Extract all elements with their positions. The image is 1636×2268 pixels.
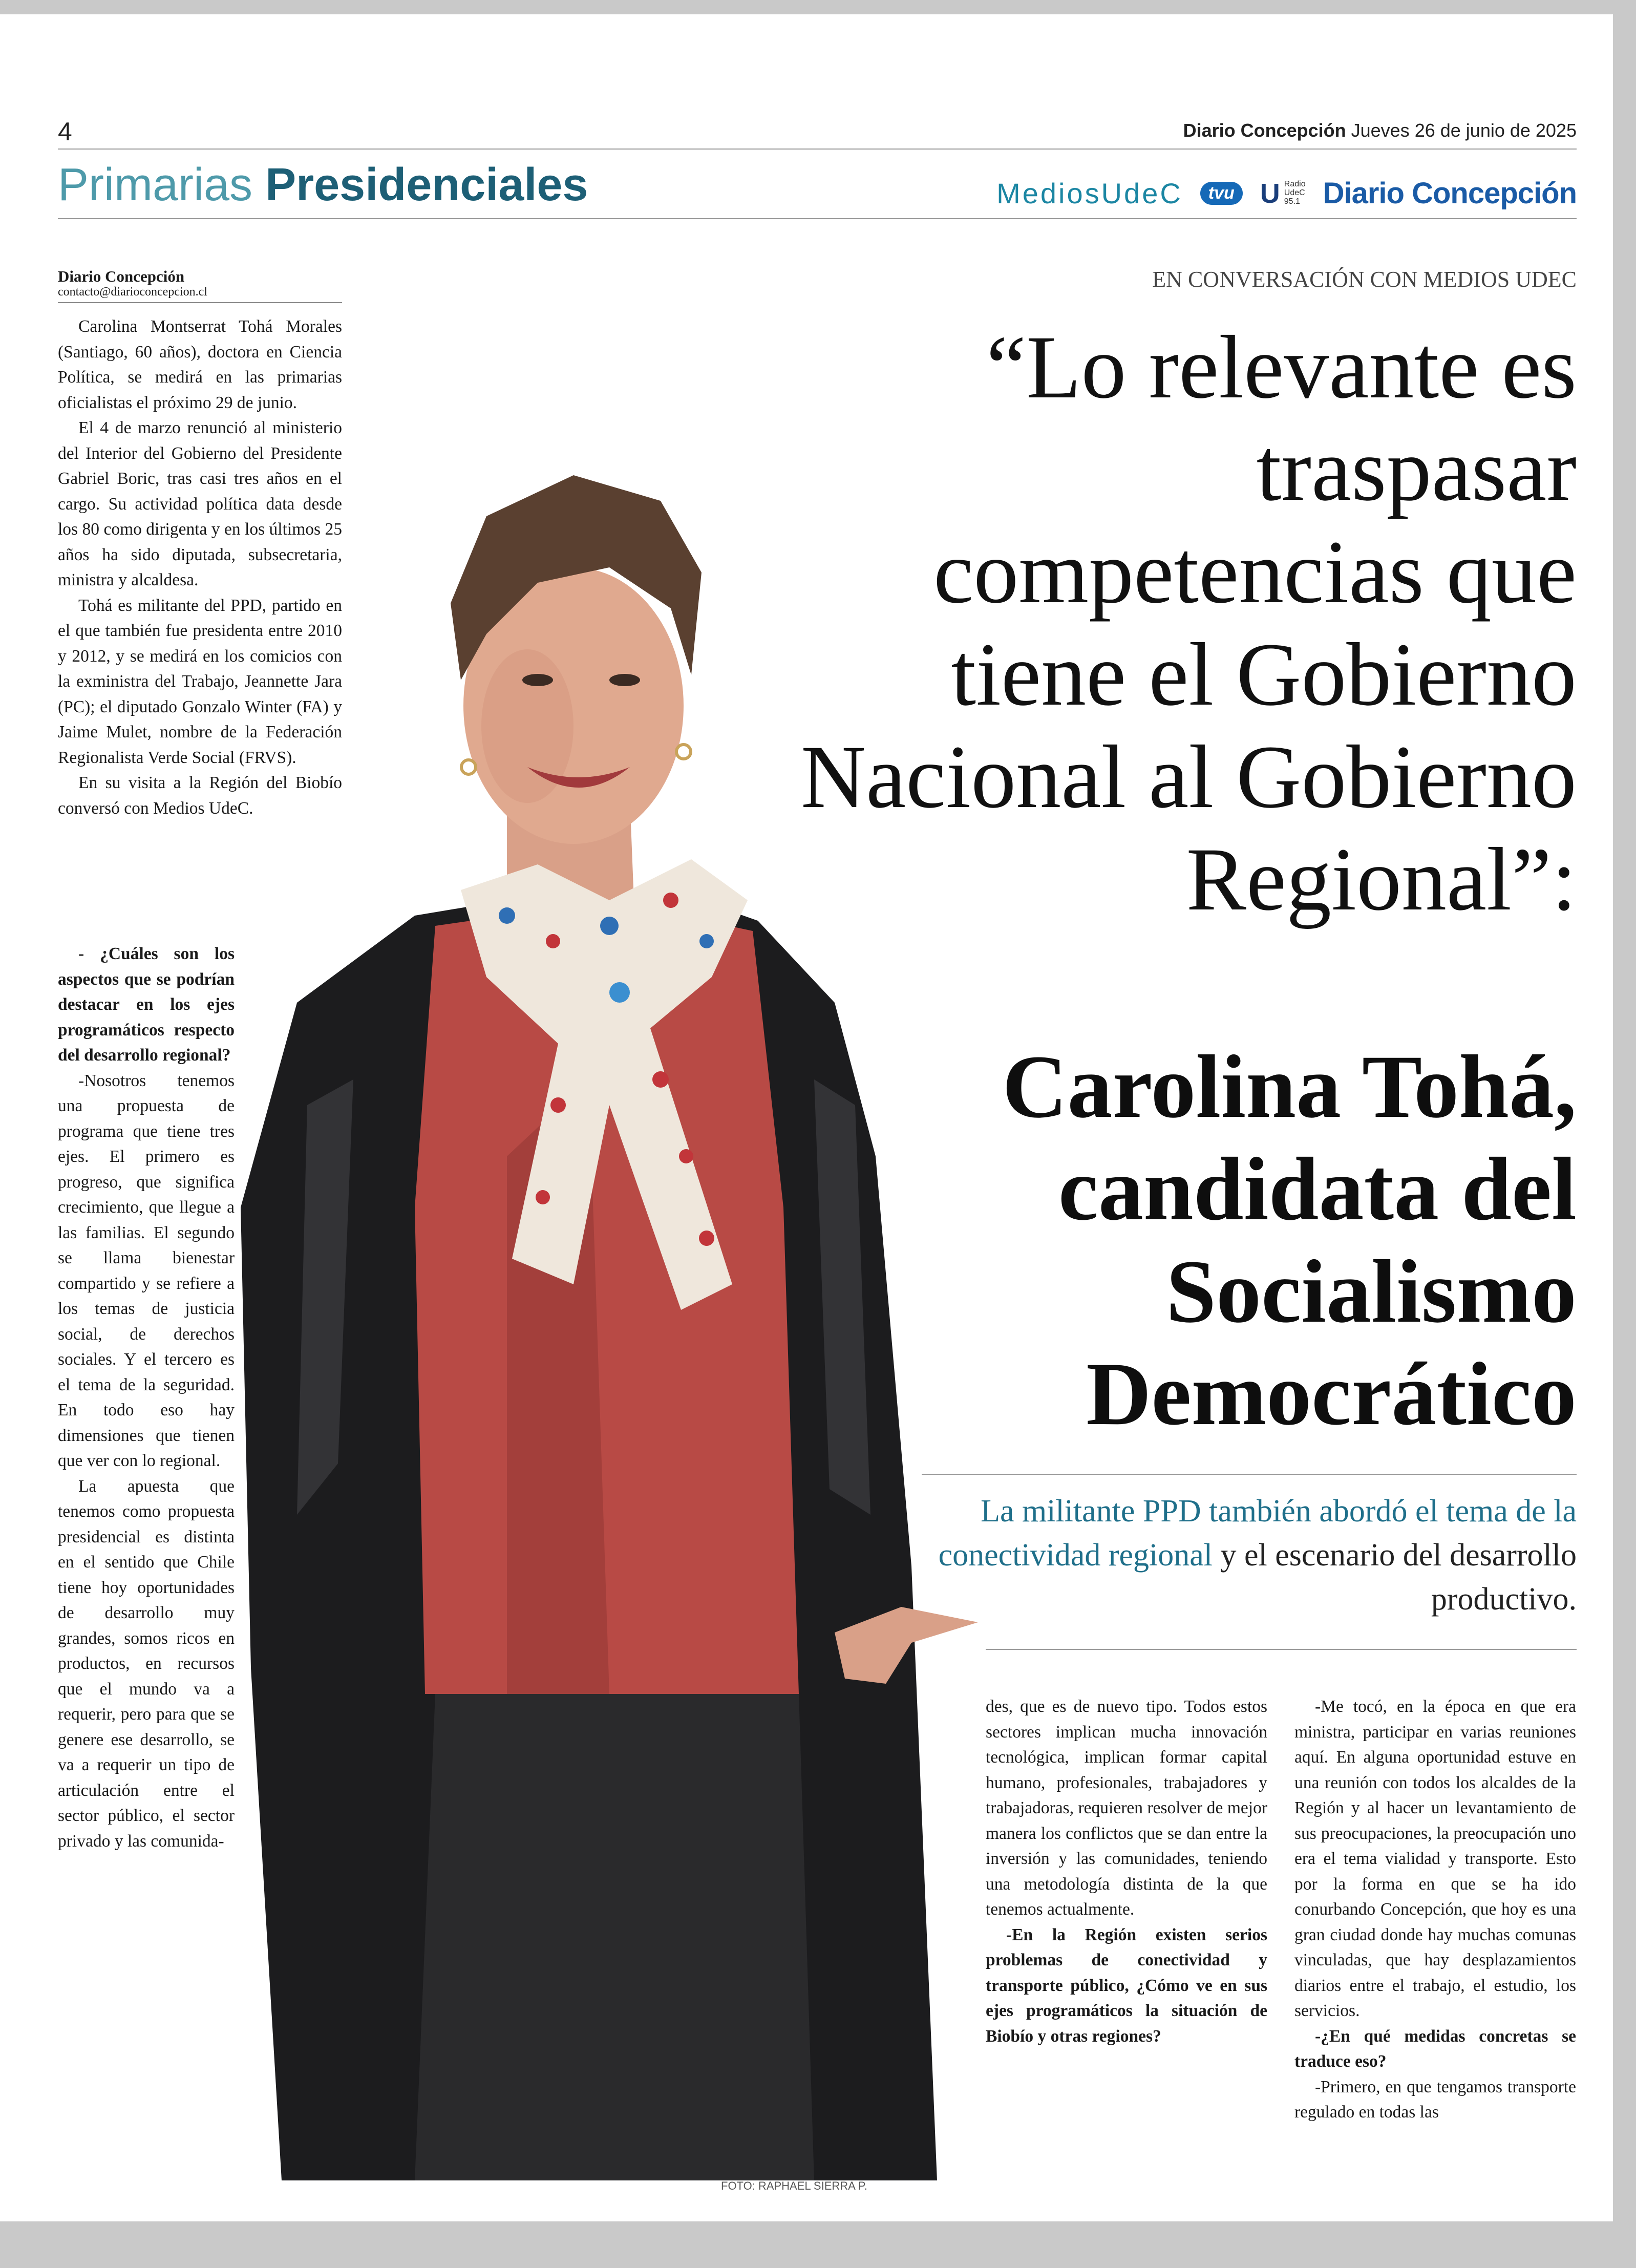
photo-scarf-dot <box>699 934 714 948</box>
right-column <box>1294 1694 1576 2125</box>
byline-email: contacto@diarioconcepcion.cl <box>58 285 207 299</box>
interview-question: - ¿Cuáles son los aspectos que se podrían destacar en los ejes programáticos respecto del desarrollo regional? <box>58 944 235 1065</box>
interview-answer: -Me tocó, en la época en que era ministra, participar en varias reuniones aquí. En alguna oportunidad estuve en una reunión con todos los alcaldes de la Región y al hacer un levantamiento de sus preocupaciones, la preocupación uno era el tema vialidad y transporte. Esto por la forma en que se ha ido conurbando Concepción, que hoy es una gran ciudad donde hay muchas comunas vinculadas, que hay desplazamientos diarios entre el trabajo, el estudio, los servicios. <box>1294 1697 1576 2020</box>
byline-name: Diario Concepción <box>58 267 185 285</box>
photo-eye-right <box>609 674 640 686</box>
intro-paragraph: Tohá es militante del PPD, partido en el que también fue presidenta entre 2010 y 2012, y se medirá en los comicios con la exministra del Trabajo, Jeannette Jara (PC); el diputado Gonzalo Winter (FA) y Jaime Mulet, nombre de la Federación Regionalista Verde Social (FRVS). <box>58 596 342 767</box>
radio-udec-line3: 95.1 <box>1284 197 1300 206</box>
deck-rest: y el escenario del desarrollo productivo. <box>1213 1538 1577 1617</box>
photo-scarf-dot <box>550 1097 566 1113</box>
tvu-logo: tvu <box>1200 182 1243 205</box>
photo-scarf-dot <box>679 1149 693 1163</box>
issue-date: Jueves 26 de junio de 2025 <box>1351 120 1577 141</box>
section-title <box>58 159 588 210</box>
diario-concepcion-logo: Diario Concepción <box>1323 177 1577 210</box>
interview-question: -En la Región existen serios problemas de conectividad y transporte público, ¿Cómo ve en sus ejes programáticos la situación de Biobío y otras regiones? <box>986 1925 1267 2046</box>
deck-bottom-rule <box>986 1649 1577 1650</box>
photo-scarf-dot <box>663 893 678 908</box>
photo-scarf-dot <box>600 917 619 935</box>
photo-eye-left <box>522 674 553 686</box>
headline-quote: “Lo relevante es traspasar competencias que tiene el Gobierno Nacional al Gobierno Regional”: <box>801 317 1577 929</box>
radio-udec-text <box>1284 180 1306 206</box>
narrow-column <box>58 941 235 1854</box>
deck <box>911 1489 1577 1621</box>
radio-udec-line1: Radio <box>1284 180 1306 189</box>
radio-udec-logo <box>1260 178 1306 209</box>
photo-scarf-dot <box>609 982 630 1003</box>
radio-udec-line2: UdeC <box>1284 188 1305 198</box>
intro-column <box>58 314 342 821</box>
medios-udec-logo: MediosUdeC <box>996 177 1183 209</box>
intro-paragraph: Carolina Montserrat Tohá Morales (Santiago, 60 años), doctora en Ciencia Política, se medirá en las primarias oficialistas el próximo 29 de junio. <box>58 317 342 412</box>
newspaper-page <box>0 14 1613 2221</box>
intro-paragraph: En su visita a la Región del Biobío conversó con Medios UdeC. <box>58 773 342 818</box>
radio-udec-mark-icon: U <box>1260 178 1280 209</box>
interview-answer: La apuesta que tenemos como propuesta presidencial es distinta en el sentido que Chile tiene hoy oportunidades de desarrollo muy grandes, somos ricos en productos, en recursos que el mundo va a requerir, pero para que se genere ese desarrollo, se va a requerir un tipo de articulación entre el sector público, el sector privado y las comunida- <box>58 1476 235 1851</box>
photo-scarf-dot <box>536 1190 550 1204</box>
headline-kicker: EN CONVERSACIÓN CON MEDIOS UDEC <box>1152 267 1577 292</box>
photo-scarf-dot <box>699 1231 714 1246</box>
byline <box>58 268 342 299</box>
deck-highlight: La militante PPD también abordó el tema de la conectividad regional <box>938 1494 1577 1573</box>
middle-column <box>986 1694 1267 2049</box>
publication-name: Diario Concepción <box>1183 120 1346 141</box>
headline-name: Carolina Tohá, candidata del Socialismo Democrático <box>1002 1037 1577 1444</box>
deck-top-rule <box>922 1474 1577 1475</box>
interview-question: -¿En qué medidas concretas se traduce eso? <box>1294 2026 1576 2071</box>
photo-earring-right <box>676 745 691 759</box>
intro-paragraph: El 4 de marzo renunció al ministerio del Interior del Gobierno del Presidente Gabriel Boric, tras casi tres años en el cargo. Su actividad política data desde los 80 como dirigenta y en los últimos 25 años ha sido diputada, subsecretaria, ministra y alcaldesa. <box>58 418 342 589</box>
section-title-light: Primarias <box>58 159 253 210</box>
photo-scarf-dot <box>499 907 515 924</box>
photo-earring-left <box>461 760 476 774</box>
byline-rule <box>58 302 342 303</box>
interview-answer: -Primero, en que tengamos transporte regulado en todas las <box>1294 2077 1576 2122</box>
photo-credit: FOTO: RAPHAEL SIERRA P. <box>721 2179 867 2192</box>
masthead-date <box>1183 120 1577 141</box>
interview-answer: des, que es de nuevo tipo. Todos estos sectores implican mucha innovación tecnológica, implican formar capital humano, profesionales, trabajadores y trabajadoras, requieren resolver de mejor manera los conflictos que se dan entre la inversión y las comunidades, teniendo una metodología distinta de la que tenemos actualmente. <box>986 1697 1267 1919</box>
page-number: 4 <box>58 117 72 146</box>
photo-trousers <box>415 1694 814 2180</box>
interview-answer: -Nosotros tenemos una propuesta de programa que tiene tres ejes. El primero es progreso, que significa crecimiento, que llegue a las familias. El segundo se llama bienestar compartido y se refiere a los temas de justicia social, de derechos sociales. Y el tercero es el tema de la seguridad. En todo eso hay dimensiones que tienen que ver con lo regional. <box>58 1071 235 1470</box>
photo-scarf-dot <box>546 934 560 948</box>
header-top-rule <box>58 149 1577 150</box>
header-bottom-rule <box>58 218 1577 219</box>
brand-logos <box>996 176 1577 210</box>
section-title-strong: Presidenciales <box>265 159 588 210</box>
photo-scarf-dot <box>652 1071 669 1088</box>
